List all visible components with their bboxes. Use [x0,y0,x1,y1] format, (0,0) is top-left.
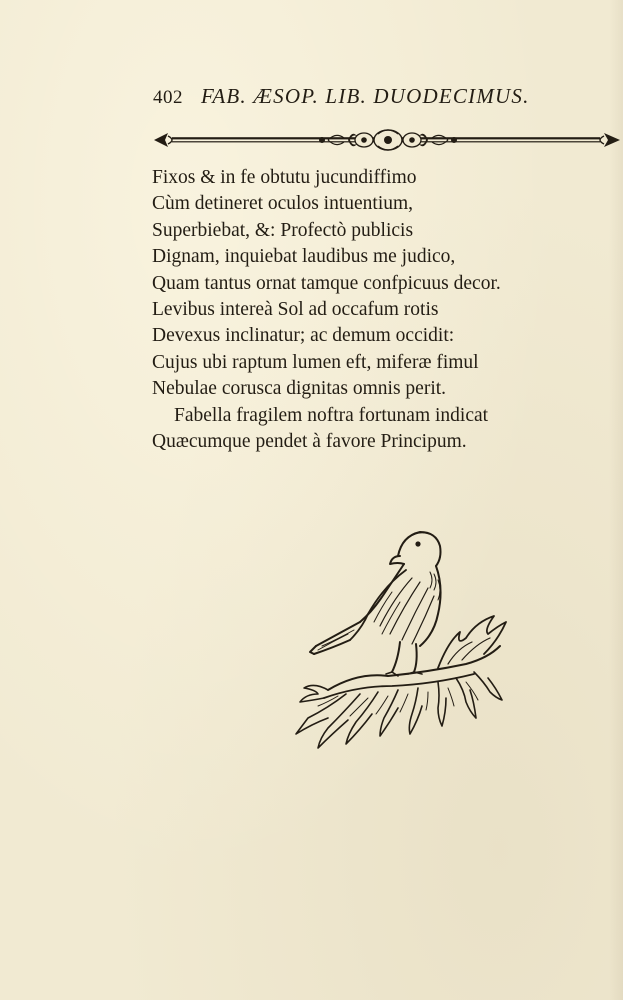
verse-line: Nebulae corusca dignitas omnis perit. [152,378,447,400]
verse-line: Cùm detineret oculos intuentium, [152,193,414,215]
moral-line: Quæcumque pendet à favore Principum. [152,430,467,452]
verse-line: Superbiebat, &: Profectò publicis [152,219,414,241]
verse-text [152,165,592,455]
moral-line: Fabella fragilem noftra fortunam indicat [174,404,489,426]
verse-line: Cujus ubi raptum lumen eft, miferæ fimul [152,351,479,373]
verse-line: Fixos & in fe obtutu jucundiffimo [152,167,417,188]
page-number: 402 [153,87,183,108]
verse-line: Quam tantus ornat tamque confpicuus decor. [152,272,501,294]
running-head [153,84,573,114]
ornamental-rule-icon [152,122,622,158]
phoenix-in-flames-icon [288,522,510,752]
verse-line: Devexus inclinatur; ac demum occidit: [152,325,455,347]
verse-line: Levibus intereà Sol ad occafum rotis [152,298,439,320]
verse-line: Dignam, inquiebat laudibus me judico, [152,246,456,268]
running-title: FAB. ÆSOP. LIB. DUODECIMUS. [201,84,530,108]
